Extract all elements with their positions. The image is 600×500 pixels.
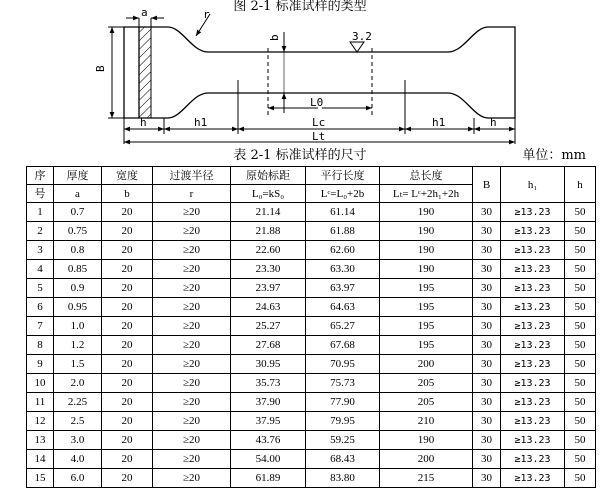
header-cell: h [565, 167, 596, 203]
table-cell: 20 [102, 469, 153, 488]
dim-label-Lt: Lt [312, 130, 326, 143]
table-cell: ≥20 [153, 412, 231, 431]
table-cell: 50 [565, 203, 596, 222]
table-cell: ≥20 [153, 260, 231, 279]
header-cell: 号 [27, 185, 54, 203]
table-cell: 30 [473, 241, 501, 260]
header-cell: r [153, 185, 231, 203]
table-cell: 190 [380, 431, 473, 450]
table-cell: ≥13.23 [501, 336, 565, 355]
table-cell: 30 [473, 203, 501, 222]
table-cell: 30 [473, 336, 501, 355]
table-cell: 50 [565, 412, 596, 431]
table-cell: 30 [473, 393, 501, 412]
table-cell: 20 [102, 336, 153, 355]
table-cell: 63.97 [306, 279, 380, 298]
table-cell: 50 [565, 260, 596, 279]
table-cell: 20 [102, 393, 153, 412]
table-cell: 2.5 [54, 412, 102, 431]
table-cell: 50 [565, 222, 596, 241]
table-cell: 1.2 [54, 336, 102, 355]
table-cell: 20 [102, 355, 153, 374]
table-cell: 54.00 [231, 450, 306, 469]
table-cell: 2 [27, 222, 54, 241]
roughness-symbol [350, 42, 364, 52]
table-cell: 20 [102, 374, 153, 393]
table-cell: 9 [27, 355, 54, 374]
table-cell: 23.97 [231, 279, 306, 298]
table-cell: 11 [27, 393, 54, 412]
header-cell: 宽度 [102, 167, 153, 185]
table-cell: 200 [380, 450, 473, 469]
table-cell: 30 [473, 298, 501, 317]
table-cell: 20 [102, 450, 153, 469]
table-cell: 20 [102, 203, 153, 222]
header-cell: 总长度 [380, 167, 473, 185]
table-row [27, 222, 596, 241]
table-cell: 59.25 [306, 431, 380, 450]
table-cell: 70.95 [306, 355, 380, 374]
table-cell: 50 [565, 450, 596, 469]
table-cell: 195 [380, 298, 473, 317]
header-cell: h₁ [501, 167, 565, 203]
table-cell: 6.0 [54, 469, 102, 488]
header-cell: 厚度 [54, 167, 102, 185]
header-cell: b [102, 185, 153, 203]
table-cell: 20 [102, 241, 153, 260]
table-cell: ≥20 [153, 336, 231, 355]
table-cell: 50 [565, 298, 596, 317]
table-cell: ≥13.23 [501, 450, 565, 469]
table-cell: 190 [380, 241, 473, 260]
table-cell: 30 [473, 374, 501, 393]
table-cell: 4 [27, 260, 54, 279]
dim-label-b: b [268, 34, 281, 41]
section-hatch [139, 27, 151, 118]
table-row [27, 450, 596, 469]
table-cell: 50 [565, 355, 596, 374]
table-cell: ≥13.23 [501, 317, 565, 336]
table-cell: 64.63 [306, 298, 380, 317]
table-cell: 30.95 [231, 355, 306, 374]
specimen-drawing [0, 10, 600, 146]
table-cell: 30 [473, 222, 501, 241]
table-cell: 61.88 [306, 222, 380, 241]
table-cell: 24.63 [231, 298, 306, 317]
table-cell: 79.95 [306, 412, 380, 431]
table-cell: 205 [380, 374, 473, 393]
table-cell: 67.68 [306, 336, 380, 355]
table-cell: 20 [102, 317, 153, 336]
table-cell: 22.60 [231, 241, 306, 260]
table-cell: 5 [27, 279, 54, 298]
table-cell: 65.27 [306, 317, 380, 336]
table-cell: 30 [473, 317, 501, 336]
table-cell: 20 [102, 298, 153, 317]
table-cell: 83.80 [306, 469, 380, 488]
table-cell: ≥20 [153, 355, 231, 374]
header-cell: Lₜ= Lᶜ+2h₁+2h [380, 185, 473, 203]
table-cell: ≥20 [153, 469, 231, 488]
table-cell: ≥13.23 [501, 374, 565, 393]
roughness-value: 3.2 [352, 30, 372, 43]
table-cell: 205 [380, 393, 473, 412]
table-cell: 37.95 [231, 412, 306, 431]
dim-label-Lc: Lc [312, 116, 326, 129]
table-cell: 210 [380, 412, 473, 431]
table-row [27, 317, 596, 336]
table-cell: 1.5 [54, 355, 102, 374]
table-cell: 43.76 [231, 431, 306, 450]
table-cell: 30 [473, 355, 501, 374]
table-cell: 50 [565, 241, 596, 260]
table-cell: ≥13.23 [501, 355, 565, 374]
dim-label-B: B [94, 65, 107, 72]
table-cell: 1 [27, 203, 54, 222]
table-cell: 50 [565, 336, 596, 355]
header-cell: 原始标距 [231, 167, 306, 185]
table-cell: 6 [27, 298, 54, 317]
table-cell: 62.60 [306, 241, 380, 260]
table-cell: ≥13.23 [501, 393, 565, 412]
table-cell: 30 [473, 260, 501, 279]
table-row [27, 260, 596, 279]
table-cell: 21.14 [231, 203, 306, 222]
dim-label-h-left: h [140, 116, 147, 129]
table-cell: 27.68 [231, 336, 306, 355]
table-cell: 50 [565, 279, 596, 298]
table-cell: 190 [380, 260, 473, 279]
table-cell: 61.14 [306, 203, 380, 222]
table-row [27, 469, 596, 488]
table-row [27, 298, 596, 317]
table-row [27, 203, 596, 222]
table-cell: ≥13.23 [501, 298, 565, 317]
table-cell: 3.0 [54, 431, 102, 450]
dim-label-L0: L0 [310, 96, 324, 109]
table-row [27, 355, 596, 374]
header-cell: Lᶜ=L₀+2b [306, 185, 380, 203]
table-cell: 23.30 [231, 260, 306, 279]
table-cell: 0.7 [54, 203, 102, 222]
dim-label-h1-left: h1 [194, 116, 208, 129]
table-cell: 30 [473, 431, 501, 450]
table-cell: 20 [102, 222, 153, 241]
table-cell: 50 [565, 469, 596, 488]
table-cell: 10 [27, 374, 54, 393]
table-cell: 2.25 [54, 393, 102, 412]
table-cell: 63.30 [306, 260, 380, 279]
table-cell: 0.8 [54, 241, 102, 260]
dim-label-h1-right: h1 [432, 116, 446, 129]
table-caption: 表 2-1 标准试样的尺寸 [233, 148, 367, 163]
table-cell: 14 [27, 450, 54, 469]
table-cell: ≥13.23 [501, 469, 565, 488]
table-cell: ≥13.23 [501, 412, 565, 431]
table-cell: 190 [380, 222, 473, 241]
table-cell: ≥13.23 [501, 241, 565, 260]
table-cell: ≥13.23 [501, 431, 565, 450]
header-cell: 序 [27, 167, 54, 185]
dim-label-h-right: h [490, 116, 497, 129]
table-cell: 21.88 [231, 222, 306, 241]
table-cell: 50 [565, 374, 596, 393]
specimen-size-table [26, 166, 596, 488]
table-cell: ≥20 [153, 241, 231, 260]
table-row [27, 412, 596, 431]
table-row [27, 336, 596, 355]
header-cell: a [54, 185, 102, 203]
table-cell: ≥20 [153, 393, 231, 412]
table-cell: ≥20 [153, 374, 231, 393]
table-row [27, 241, 596, 260]
figure-title: 图 2-1 标准试样的类型 [233, 0, 367, 14]
table-cell: 200 [380, 355, 473, 374]
table-cell: 35.73 [231, 374, 306, 393]
table-cell: ≥20 [153, 298, 231, 317]
table-cell: ≥20 [153, 317, 231, 336]
header-cell: L₀=kS₀ [231, 185, 306, 203]
table-cell: 7 [27, 317, 54, 336]
table-cell: 50 [565, 317, 596, 336]
table-cell: 20 [102, 260, 153, 279]
table-cell: 0.95 [54, 298, 102, 317]
table-cell: 37.90 [231, 393, 306, 412]
header-cell: 平行长度 [306, 167, 380, 185]
table-cell: 3 [27, 241, 54, 260]
table-cell: 1.0 [54, 317, 102, 336]
table-cell: ≥20 [153, 279, 231, 298]
table-cell: ≥20 [153, 431, 231, 450]
table-cell: 0.75 [54, 222, 102, 241]
table-cell: ≥13.23 [501, 260, 565, 279]
table-cell: 30 [473, 450, 501, 469]
header-cell: B [473, 167, 501, 203]
dim-label-r: r [203, 10, 210, 21]
table-cell: 0.85 [54, 260, 102, 279]
table-cell: 2.0 [54, 374, 102, 393]
table-cell: 190 [380, 203, 473, 222]
table-cell: 195 [380, 279, 473, 298]
table-cell: 4.0 [54, 450, 102, 469]
table-cell: ≥13.23 [501, 203, 565, 222]
table-cell: 15 [27, 469, 54, 488]
table-cell: 61.89 [231, 469, 306, 488]
table-cell: 50 [565, 393, 596, 412]
table-cell: ≥20 [153, 222, 231, 241]
table-row [27, 393, 596, 412]
table-header-row [27, 167, 596, 185]
table-cell: ≥13.23 [501, 222, 565, 241]
table-cell: 8 [27, 336, 54, 355]
table-cell: 25.27 [231, 317, 306, 336]
table-cell: 12 [27, 412, 54, 431]
table-cell: 0.9 [54, 279, 102, 298]
table-cell: 30 [473, 412, 501, 431]
table-cell: 215 [380, 469, 473, 488]
units-label: 单位：mm [522, 148, 586, 163]
table-cell: 75.73 [306, 374, 380, 393]
table-cell: ≥20 [153, 203, 231, 222]
table-row [27, 279, 596, 298]
table-row [27, 374, 596, 393]
table-cell: 68.43 [306, 450, 380, 469]
table-cell: 20 [102, 412, 153, 431]
table-cell: 20 [102, 431, 153, 450]
table-body [27, 203, 596, 488]
table-cell: 50 [565, 431, 596, 450]
table-cell: 195 [380, 336, 473, 355]
table-row [27, 431, 596, 450]
table-cell: 195 [380, 317, 473, 336]
dim-label-a: a [141, 10, 148, 19]
table-cell: 30 [473, 279, 501, 298]
table-cell: ≥20 [153, 450, 231, 469]
table-cell: 20 [102, 279, 153, 298]
table-cell: 13 [27, 431, 54, 450]
table-cell: ≥13.23 [501, 279, 565, 298]
table-cell: 77.90 [306, 393, 380, 412]
table-cell: 30 [473, 469, 501, 488]
header-cell: 过渡半径 [153, 167, 231, 185]
